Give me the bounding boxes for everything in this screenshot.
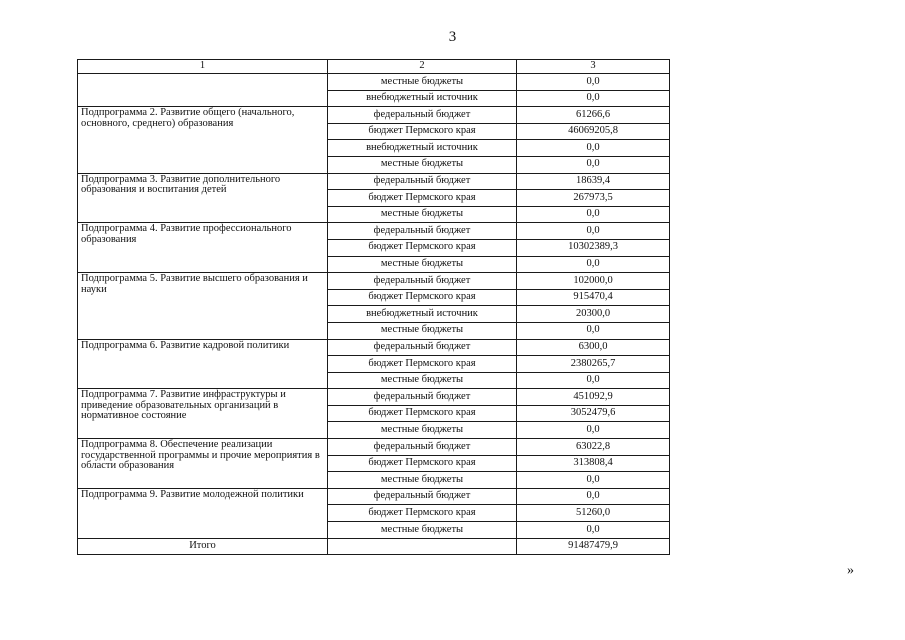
funding-source-cell: бюджет Пермского края: [328, 505, 517, 522]
funding-source-cell: местные бюджеты: [328, 206, 517, 223]
amount-cell: 915470,4: [517, 289, 670, 306]
amount-cell: 0,0: [517, 206, 670, 223]
amount-cell: 6300,0: [517, 339, 670, 356]
funding-source-cell: местные бюджеты: [328, 422, 517, 439]
table-row: [78, 339, 670, 356]
funding-source-cell: бюджет Пермского края: [328, 190, 517, 207]
funding-source-cell: местные бюджеты: [328, 74, 517, 91]
table-row: [78, 488, 670, 505]
amount-cell: 46069205,8: [517, 123, 670, 140]
table-row: [78, 74, 670, 91]
funding-source-cell: бюджет Пермского края: [328, 356, 517, 373]
amount-cell: 2380265,7: [517, 356, 670, 373]
funding-source-cell: внебюджетный источник: [328, 306, 517, 323]
funding-source-cell: внебюджетный источник: [328, 140, 517, 157]
page-number: 3: [448, 29, 457, 45]
amount-cell: 10302389,3: [517, 239, 670, 256]
table-row: [78, 389, 670, 406]
funding-source-cell: местные бюджеты: [328, 522, 517, 539]
amount-cell: 0,0: [517, 90, 670, 107]
subprogram-name-cell: Подпрограмма 6. Развитие кадровой политики: [78, 339, 328, 389]
amount-cell: 451092,9: [517, 389, 670, 406]
subprogram-name-cell: Подпрограмма 5. Развитие высшего образования и науки: [78, 273, 328, 339]
funding-source-cell: бюджет Пермского края: [328, 455, 517, 472]
funding-source-cell: федеральный бюджет: [328, 488, 517, 505]
column-header-3: 3: [517, 60, 670, 74]
table-row: [78, 107, 670, 124]
closing-quote-mark: »: [847, 563, 854, 578]
total-amount: 91487479,9: [517, 538, 670, 555]
funding-source-cell: федеральный бюджет: [328, 439, 517, 456]
funding-source-cell: местные бюджеты: [328, 256, 517, 273]
amount-cell: 0,0: [517, 322, 670, 339]
total-label: Итого: [78, 538, 328, 555]
amount-cell: 61266,6: [517, 107, 670, 124]
funding-source-cell: бюджет Пермского края: [328, 239, 517, 256]
funding-source-cell: местные бюджеты: [328, 372, 517, 389]
total-empty-cell: [328, 538, 517, 555]
table-row: [78, 223, 670, 240]
subprogram-name-cell: Подпрограмма 7. Развитие инфраструктуры и приведение образовательных организаций в нормативное состояние: [78, 389, 328, 439]
funding-source-cell: внебюджетный источник: [328, 90, 517, 107]
amount-cell: 0,0: [517, 74, 670, 91]
funding-source-cell: федеральный бюджет: [328, 173, 517, 190]
table-row: [78, 273, 670, 290]
amount-cell: 20300,0: [517, 306, 670, 323]
amount-cell: 0,0: [517, 256, 670, 273]
amount-cell: 267973,5: [517, 190, 670, 207]
subprogram-name-cell: Подпрограмма 8. Обеспечение реализации государственной программы и прочие мероприятия в области образования: [78, 439, 328, 489]
funding-source-cell: бюджет Пермского края: [328, 289, 517, 306]
amount-cell: 313808,4: [517, 455, 670, 472]
amount-cell: 51260,0: [517, 505, 670, 522]
amount-cell: 0,0: [517, 422, 670, 439]
subprogram-name-cell: Подпрограмма 3. Развитие дополнительного образования и воспитания детей: [78, 173, 328, 223]
table-header-row: [78, 60, 670, 74]
funding-source-cell: федеральный бюджет: [328, 389, 517, 406]
amount-cell: 0,0: [517, 488, 670, 505]
amount-cell: 0,0: [517, 372, 670, 389]
subprogram-name-cell: Подпрограмма 4. Развитие профессионального образования: [78, 223, 328, 273]
amount-cell: 0,0: [517, 156, 670, 173]
amount-cell: 0,0: [517, 140, 670, 157]
budget-table-body: [78, 60, 670, 555]
amount-cell: 3052479,6: [517, 405, 670, 422]
funding-source-cell: федеральный бюджет: [328, 107, 517, 124]
funding-source-cell: местные бюджеты: [328, 472, 517, 489]
funding-source-cell: местные бюджеты: [328, 156, 517, 173]
column-header-1: 1: [78, 60, 328, 74]
budget-table: [77, 59, 670, 555]
amount-cell: 0,0: [517, 522, 670, 539]
amount-cell: 18639,4: [517, 173, 670, 190]
column-header-2: 2: [328, 60, 517, 74]
funding-source-cell: бюджет Пермского края: [328, 123, 517, 140]
table-row: [78, 173, 670, 190]
funding-source-cell: местные бюджеты: [328, 322, 517, 339]
amount-cell: 0,0: [517, 223, 670, 240]
funding-source-cell: бюджет Пермского края: [328, 405, 517, 422]
subprogram-name-cell: Подпрограмма 2. Развитие общего (начального, основного, среднего) образования: [78, 107, 328, 173]
amount-cell: 0,0: [517, 472, 670, 489]
amount-cell: 102000,0: [517, 273, 670, 290]
funding-source-cell: федеральный бюджет: [328, 339, 517, 356]
subprogram-name-cell: Подпрограмма 9. Развитие молодежной политики: [78, 488, 328, 538]
total-row: [78, 538, 670, 555]
amount-cell: 63022,8: [517, 439, 670, 456]
funding-source-cell: федеральный бюджет: [328, 223, 517, 240]
funding-source-cell: федеральный бюджет: [328, 273, 517, 290]
subprogram-name-cell: [78, 74, 328, 107]
table-row: [78, 439, 670, 456]
